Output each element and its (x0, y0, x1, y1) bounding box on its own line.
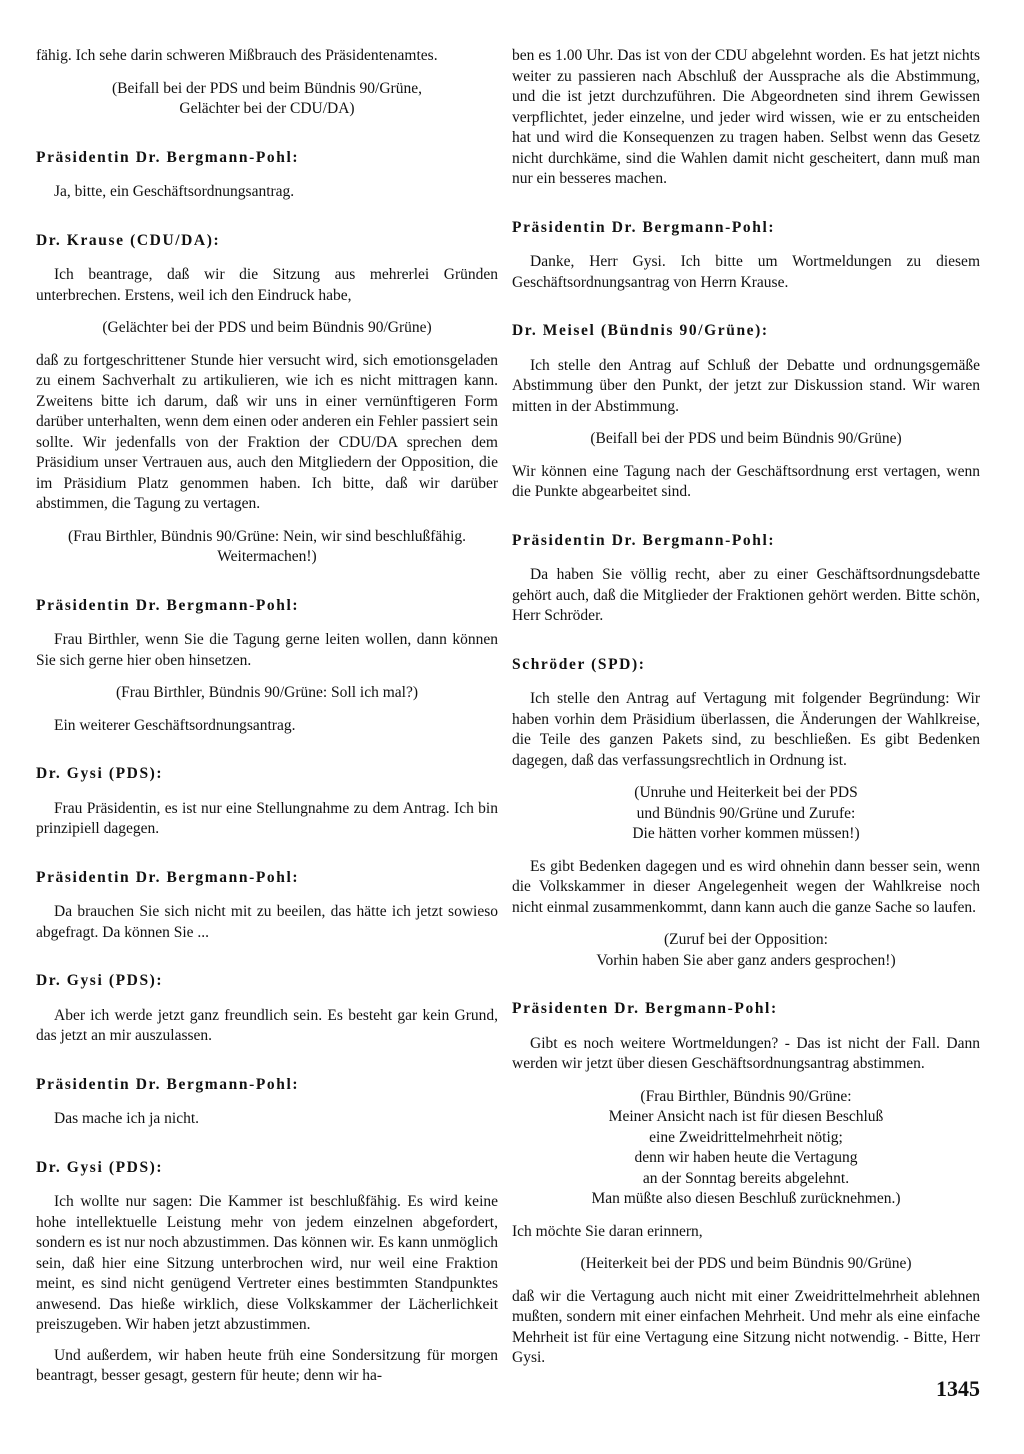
paragraph: Ich möchte Sie daran erinnern, (512, 1222, 703, 1240)
paragraph: Frau Präsidentin, es ist nur eine Stellungnahme zu dem Antrag. Ich bin prinzipiell dagegen. (36, 799, 498, 837)
interjection: (Frau Birthler, Bündnis 90/Grüne: Soll ich mal?) (115, 684, 418, 701)
page-number: 1345 (936, 1376, 980, 1401)
speaker-heading: Dr. Gysi (PDS): (36, 972, 164, 989)
interjection: (Frau Birthler, Bündnis 90/Grüne: Nein, wir sind beschlußfähig. Weitermachen!) (67, 527, 466, 565)
paragraph: Gibt es noch weitere Wortmeldungen? - Das ist nicht der Fall. Dann werden wir jetzt über diesen Geschäftsordnungsantrag abstimmen. (512, 1034, 980, 1072)
paragraph: Ein weiterer Geschäftsordnungsantrag. (54, 716, 296, 734)
paragraph: Ich stelle den Antrag auf Vertagung mit folgender Begründung: Wir haben vorhin dem Präsidium überlassen, die Änderungen der Wahlkreise, die Teile des ganzen Pakets sind, zu beschließen. Es gibt Bedenken dagegen, daß das verfassungsrechtlich in Ordnung ist. (512, 690, 980, 769)
paragraph: Das mache ich ja nicht. (54, 1110, 200, 1127)
paragraph: Frau Birthler, wenn Sie die Tagung gerne leiten wollen, dann können Sie sich gerne hier oben hinsetzen. (36, 631, 498, 669)
speaker-heading: Dr. Gysi (PDS): (36, 1158, 164, 1176)
speaker-heading: Präsidentin Dr. Bergmann-Pohl: (36, 868, 300, 886)
right-column (512, 46, 980, 1369)
speaker-heading: Dr. Krause (CDU/DA): (36, 231, 221, 249)
interjection: (Beifall bei der PDS und beim Bündnis 90/Grüne, Gelächter bei der CDU/DA) (112, 79, 422, 117)
interjection: (Gelächter bei der PDS und beim Bündnis 90/Grüne) (102, 319, 432, 336)
interjection: (Heiterkeit bei der PDS und beim Bündnis 90/Grüne) (580, 1255, 912, 1272)
paragraph: daß wir die Vertagung auch nicht mit einer Zweidrittelmehrheit ablehnen mußten, sondern mit einer einfachen Mehrheit. Und mehr als eine einfache Mehrheit ist für eine Vertagung eine Sitzung nicht notwendig. - Bitte, Herr Gysi. (512, 1287, 980, 1366)
speaker-heading: Präsidentin Dr. Bergmann-Pohl: (512, 531, 776, 549)
speaker-heading: Dr. Gysi (PDS): (36, 765, 164, 782)
speaker-heading: Präsidentin Dr. Bergmann-Pohl: (36, 1075, 300, 1093)
interjection: (Zuruf bei der Opposition: Vorhin haben Sie aber ganz anders gesprochen!) (596, 931, 896, 969)
speaker-heading: Präsidentin Dr. Bergmann-Pohl: (512, 218, 776, 236)
paragraph: Ich wollte nur sagen: Die Kammer ist beschlußfähig. Es wird keine hohe intellektuelle Leistung mehr von jedem einzelnen abgefordert, sondern es ist nur noch abzustimmen. Das können wir. Es kann unmöglich sein, daß hier eine Sitzung unterbrochen wird, nur weil eine Fraktion meint, es sind nicht genügend Vertreter eines bestimmten Standpunktes anwesend. Das hieße wirklich, diese Volkskammer der Lächerlichkeit preiszugeben. Wir haben jetzt abzustimmen. (36, 1193, 498, 1333)
paragraph: Es gibt Bedenken dagegen und es wird ohnehin dann besser sein, wenn die Volkskammer in dieser Angelegenheit wegen der Wahlkreise noch nicht einmal zusammenkommt, dann kann auch die ganze Sache so laufen. (512, 857, 980, 916)
paragraph: ben es 1.00 Uhr. Das ist von der CDU abgelehnt worden. Es hat jetzt nichts weiter zu passieren nach Abschluß der Aussprache als die Abstimmung, und die ist jetzt durchzuführen. Die Abgeordneten sind ihrem Gewissen verpflichtet, jeder einzelne, und jeder wird wissen, wie er zu entscheiden hat und wird die Konsequenzen zu tragen haben. Selbst wenn das Gesetz nicht durchkäme, sind die Wahlen damit nicht gescheitert, dann muß man nur ein besseres machen. (512, 47, 980, 187)
interjection: (Unruhe und Heiterkeit bei der PDS und Bündnis 90/Grüne und Zurufe: Die hätten vorher kommen müssen!) (632, 784, 860, 842)
paragraph: daß zu fortgeschrittener Stunde hier versucht wird, sich emotionsgeladen zu einem Sachverhalt zu artikulieren, wie ich es nicht mittragen kann. Zweitens bitte ich darum, daß wir uns in einer vernünftigeren Form darüber unterhalten, wenn dem einen oder anderen ein Fehler passiert sein sollte. Wir jedenfalls von der Fraktion der CDU/DA sprechen dem Präsidium unser Vertrauen aus, auch den Mitgliedern der Opposition, die im Präsidium Platz genommen haben. Ich bitte, daß wir darüber abstimmen, die Tagung zu vertagen. (36, 351, 498, 512)
speaker-heading: Präsidentin Dr. Bergmann-Pohl: (36, 596, 300, 614)
speaker-heading: Präsidentin Dr. Bergmann-Pohl: (36, 148, 300, 166)
paragraph: Da haben Sie völlig recht, aber zu einer Geschäftsordnungsdebatte gehört auch, daß die Mitglieder der Fraktionen gehört werden. Bitte schön, Herr Schröder. (512, 566, 980, 624)
paragraph: Ich beantrage, daß wir die Sitzung aus mehrerlei Gründen unterbrechen. Erstens, weil ich den Eindruck habe, (36, 266, 498, 304)
interjection: (Frau Birthler, Bündnis 90/Grüne: Meiner Ansicht nach ist für diesen Beschluß eine Zweidrittelmehrheit nötig; denn wir haben heute die Vertagung an der Sonntag bereits abgelehnt. Man müßte also diesen Beschluß zurücknehmen.) (591, 1087, 901, 1207)
paragraph: fähig. Ich sehe darin schweren Mißbrauch des Präsidentenamtes. (36, 47, 438, 64)
interjection: (Beifall bei der PDS und beim Bündnis 90/Grüne) (590, 430, 902, 447)
speaker-heading: Dr. Meisel (Bündnis 90/Grüne): (512, 322, 769, 339)
paragraph: Aber ich werde jetzt ganz freundlich sein. Es besteht gar kein Grund, das jetzt an mir auszulassen. (36, 1006, 498, 1044)
paragraph: Wir können eine Tagung nach der Geschäftsordnung erst vertagen, wenn die Punkte abgearbeitet sind. (512, 462, 980, 500)
speaker-heading: Präsidenten Dr. Bergmann-Pohl: (512, 1000, 778, 1017)
paragraph: Da brauchen Sie sich nicht mit zu beeilen, das hätte ich jetzt sowieso abgefragt. Da können Sie ... (36, 903, 498, 941)
paragraph: Danke, Herr Gysi. Ich bitte um Wortmeldungen zu diesem Geschäftsordnungsantrag von Herrn Krause. (512, 253, 980, 291)
paragraph: Ich stelle den Antrag auf Schluß der Debatte und ordnungsgemäße Abstimmung über den Punkt, der jetzt zur Diskussion stand. Wir waren mitten in der Abstimmung. (512, 356, 980, 415)
paragraph: Und außerdem, wir haben heute früh eine Sondersitzung für morgen beantragt, besser gesagt, gestern für heute; denn wir ha- (36, 1346, 498, 1384)
left-column (36, 46, 498, 1387)
speaker-heading: Schröder (SPD): (512, 655, 646, 673)
paragraph: Ja, bitte, ein Geschäftsordnungsantrag. (54, 183, 295, 200)
